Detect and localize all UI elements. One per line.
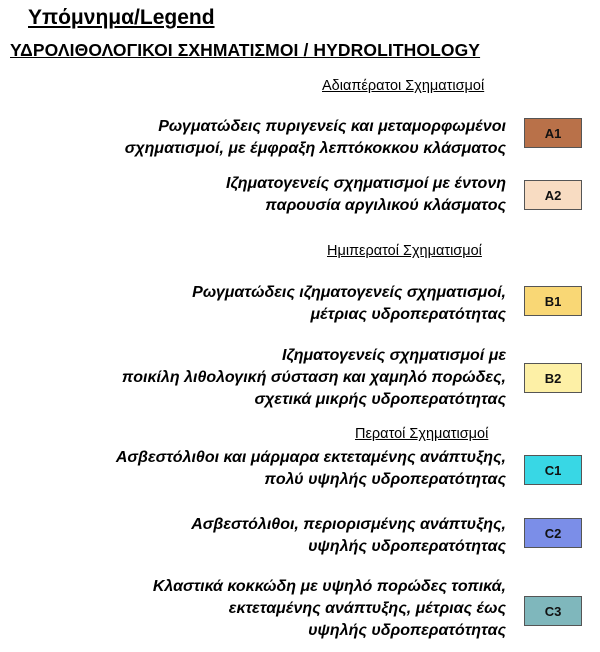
legend-item-description-b2: Ιζηματογενείς σχηματισμοί με ποικίλη λιθολογική σύσταση και χαμηλό πορώδες, σχετικά μικρής υδροπερατότητας (121, 347, 506, 408)
legend-item-description-a2: Ιζηματογενείς σχηματισμοί με έντονη παρουσία αργιλικού κλάσματος (226, 175, 506, 214)
legend-item-description-c3: Κλαστικά κοκκώδη με υψηλό πορώδες τοπικά, εκτεταμένης ανάπτυξης, μέτριας έως υψηλής υδροπερατότητας (152, 578, 506, 639)
legend-item-description-b1: Ρωγματώδεις ιζηματογενείς σχηματισμοί, μέτριας υδροπερατότητας (192, 284, 506, 323)
legend-swatch-c1: C1 (524, 455, 582, 485)
legend-swatch-a2: A2 (524, 180, 582, 210)
legend-item-description-c2: Ασβεστόλιθοι, περιορισμένης ανάπτυξης, υψηλής υδροπερατότητας (191, 516, 506, 555)
legend-title: Υπόμνημα/Legend (28, 6, 215, 29)
legend-item-description-a1: Ρωγματώδεις πυριγενείς και μεταμορφωμένοι σχηματισμοί, με έμφραξη λεπτόκοκκου κλάσματος (124, 118, 506, 157)
legend-swatch-c2: C2 (524, 518, 582, 548)
legend-swatch-b2: B2 (524, 363, 582, 393)
section-header-impermeable: Αδιαπέρατοι Σχηματισμοί (322, 78, 485, 94)
legend-item-description-c1: Ασβεστόλιθοι και μάρμαρα εκτεταμένης ανάπτυξης, πολύ υψηλής υδροπερατότητας (115, 449, 506, 488)
legend-swatch-c3: C3 (524, 596, 582, 626)
section-header-permeable: Περατοί Σχηματισμοί (355, 426, 489, 442)
legend-swatch-b1: B1 (524, 286, 582, 316)
legend-subtitle: ΥΔΡΟΛΙΘΟΛΟΓΙΚΟΙ ΣΧΗΜΑΤΙΣΜΟΙ / HYDROLITHOLOGY (10, 40, 481, 60)
section-header-semipermeable: Ημιπερατοί Σχηματισμοί (327, 243, 482, 259)
legend-swatch-a1: A1 (524, 118, 582, 148)
